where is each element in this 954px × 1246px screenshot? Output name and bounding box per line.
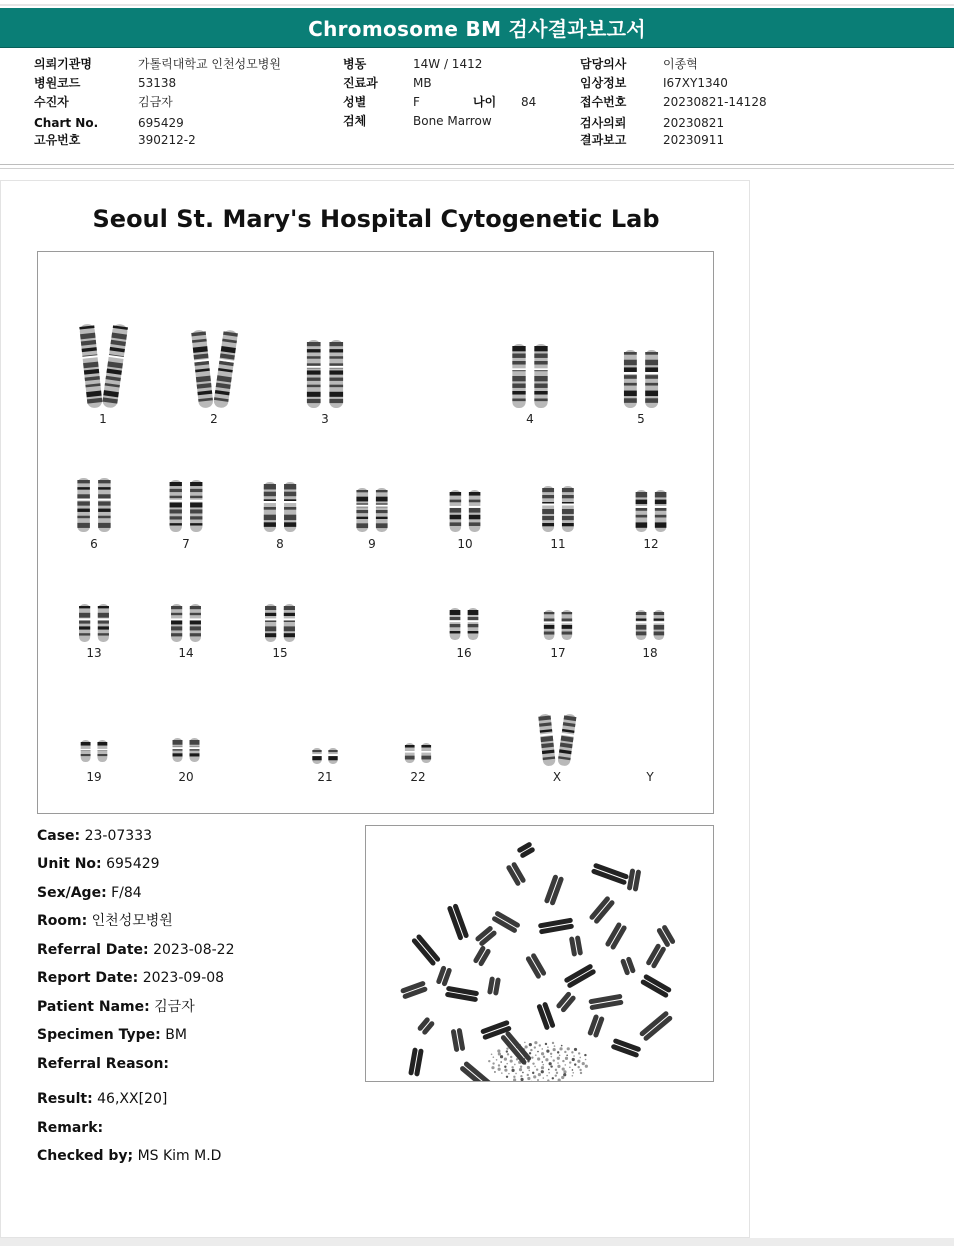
nucleus-speckle	[536, 1069, 538, 1071]
nucleus-speckle	[514, 1064, 516, 1066]
nucleus-speckle	[510, 1059, 513, 1062]
nucleus-speckle	[532, 1072, 534, 1074]
field-sex-age	[37, 884, 142, 902]
nucleus-speckle	[572, 1072, 574, 1074]
field-remark-label: Remark:	[37, 1120, 104, 1136]
metaphase-chromosome	[587, 1014, 605, 1038]
info-label-age: 나이	[473, 95, 497, 109]
metaphase-chromosome	[563, 963, 596, 989]
chromosome-19	[54, 252, 134, 788]
nucleus-speckle	[559, 1055, 561, 1057]
nucleus-speckle	[547, 1079, 549, 1081]
field-patient-name	[37, 998, 195, 1016]
info-label-specimen: 검체	[343, 114, 367, 128]
nucleus-speckle	[550, 1056, 552, 1058]
nucleus-speckle	[542, 1061, 544, 1063]
metaphase-chromosome	[408, 1047, 424, 1076]
chromosome-21-pair	[285, 746, 365, 766]
field-specimen-type-value: BM	[165, 1027, 187, 1043]
field-result	[37, 1090, 167, 1108]
info-label-request-date: 검사의뢰	[580, 116, 627, 130]
nucleus-speckle	[553, 1048, 556, 1051]
nucleus-speckle	[552, 1077, 554, 1079]
nucleus-speckle	[574, 1048, 577, 1051]
field-checked-by	[37, 1147, 221, 1165]
chromosome-label-6: 6	[90, 537, 98, 551]
chromosome-22-pair	[378, 741, 458, 765]
nucleus-speckle	[493, 1056, 495, 1058]
karyogram-image	[37, 251, 714, 814]
nucleus-speckle	[513, 1076, 515, 1078]
chromosome-label-10: 10	[457, 537, 473, 551]
metaphase-chromosome	[639, 1010, 674, 1042]
nucleus-speckle	[522, 1072, 524, 1074]
info-label-institution: 의뢰기관명	[34, 57, 92, 71]
info-label-department: 진료과	[343, 76, 378, 90]
metaphase-chromosome	[544, 874, 565, 906]
field-report-date-label: Report Date:	[37, 970, 139, 986]
field-specimen-type-label: Specimen Type:	[37, 1027, 161, 1043]
info-value-chart-no: 695429	[138, 116, 184, 130]
nucleus-speckle	[506, 1063, 508, 1065]
nucleus-speckle	[537, 1079, 539, 1081]
nucleus-speckle	[520, 1075, 522, 1077]
field-case	[37, 827, 152, 845]
nucleus-speckle	[529, 1052, 531, 1054]
nucleus-speckle	[541, 1052, 544, 1055]
chromosome-19-pair	[54, 738, 134, 764]
metaphase-chromosome	[645, 943, 667, 969]
metaphase-chromosome	[436, 965, 453, 987]
metaphase-chromosome	[640, 973, 672, 998]
metaphase-chromosome	[447, 903, 470, 941]
chromosome-21	[285, 252, 365, 788]
nucleus-speckle	[564, 1051, 566, 1053]
metaphase-chromosome	[459, 1061, 493, 1082]
nucleus-speckle	[498, 1068, 501, 1071]
field-result-value: 46,XX[20]	[97, 1091, 168, 1107]
info-label-result-date: 결과보고	[580, 133, 627, 147]
field-referral-date	[37, 941, 234, 959]
metaphase-chromosome	[445, 986, 479, 1003]
metaphase-chromosome	[591, 863, 630, 886]
nucleus-speckle	[547, 1046, 549, 1048]
nucleus-speckle	[571, 1051, 573, 1053]
chromosome-label-2: 2	[210, 412, 218, 426]
info-value-sex: F	[413, 95, 420, 109]
chromosome-label-x: X	[552, 770, 562, 784]
info-value-patient: 김금자	[138, 95, 173, 109]
nucleus-speckle	[504, 1058, 507, 1061]
nucleus-speckle	[488, 1060, 490, 1062]
chromosome-20	[146, 252, 226, 788]
chromosome-label-5: 5	[637, 412, 645, 426]
nucleus-speckle	[542, 1064, 544, 1066]
nucleus-speckle	[535, 1054, 537, 1056]
info-value-result-date: 20230911	[663, 133, 725, 147]
metaphase-chromosome	[555, 991, 576, 1013]
nucleus-speckle	[539, 1044, 541, 1046]
chromosome-label-17: 17	[550, 646, 566, 660]
nucleus-speckle	[531, 1081, 533, 1082]
info-value-age: 84	[521, 95, 537, 109]
metaphase-chromosome	[480, 1020, 512, 1041]
nucleus-speckle	[541, 1070, 544, 1073]
metaphase-chromosome	[516, 841, 535, 859]
nucleus-speckle	[567, 1047, 570, 1050]
chromosome-label-3: 3	[321, 412, 329, 426]
info-label-patient: 수진자	[34, 95, 69, 109]
metaphase-chromosome	[588, 895, 615, 924]
chromosome-y	[610, 252, 690, 788]
field-referral-reason	[37, 1055, 169, 1073]
nucleus-speckle	[545, 1043, 547, 1045]
nucleus-speckle	[534, 1066, 536, 1068]
patient-info-block	[0, 52, 954, 164]
info-value-physician: 이종혁	[663, 57, 698, 71]
metaphase-image	[365, 825, 714, 1082]
info-label-physician: 담당의사	[580, 57, 627, 71]
nucleus-speckle	[550, 1053, 552, 1055]
nucleus-speckle	[553, 1059, 555, 1061]
metaphase-chromosome	[525, 952, 547, 979]
metaphase-chromosome	[604, 922, 627, 951]
chromosome-label-4: 4	[526, 412, 534, 426]
nucleus-speckle	[494, 1071, 496, 1073]
field-referral-reason-label: Referral Reason:	[37, 1056, 170, 1072]
metaphase-spread	[366, 826, 714, 1082]
nucleus-speckle	[534, 1046, 536, 1048]
info-value-request-date: 20230821	[663, 116, 725, 130]
metaphase-chromosome	[417, 1016, 436, 1035]
field-referral-date-value: 2023-08-22	[153, 942, 235, 958]
nucleus-speckle	[562, 1060, 564, 1062]
nucleus-speckle	[496, 1059, 498, 1061]
nucleus-speckle	[548, 1069, 550, 1071]
field-report-date	[37, 969, 224, 987]
metaphase-chromosome	[610, 1038, 641, 1058]
chromosome-x	[517, 252, 597, 788]
info-label-unique-no: 고유번호	[34, 133, 81, 147]
nucleus-speckle	[543, 1056, 545, 1058]
nucleus-speckle	[572, 1058, 575, 1061]
nucleus-speckle	[557, 1062, 559, 1064]
metaphase-chromosome	[588, 994, 623, 1011]
metaphase-chromosome	[569, 935, 583, 957]
chromosome-label-12: 12	[643, 537, 659, 551]
bottom-strip	[0, 1238, 954, 1246]
nucleus-speckle	[506, 1076, 508, 1078]
metaphase-chromosome	[536, 1001, 556, 1030]
nucleus-speckle	[545, 1058, 548, 1061]
nucleus-speckle	[546, 1075, 548, 1077]
chromosome-label-13: 13	[86, 646, 102, 660]
nucleus-speckle	[491, 1054, 493, 1056]
nucleus-speckle	[558, 1079, 561, 1082]
nucleus-speckle	[506, 1047, 508, 1049]
chromosome-22	[378, 252, 458, 788]
nucleus-speckle	[527, 1077, 530, 1080]
nucleus-speckle	[525, 1045, 528, 1048]
chromosome-label-21: 21	[317, 770, 333, 784]
info-value-department: MB	[413, 76, 432, 90]
top-rule	[0, 4, 954, 6]
nucleus-speckle	[492, 1062, 494, 1064]
nucleus-speckle	[563, 1073, 566, 1076]
field-specimen-type	[37, 1026, 187, 1044]
field-case-value: 23-07333	[84, 828, 153, 844]
nucleus-speckle	[552, 1042, 554, 1044]
info-label-chart-no: Chart No.	[34, 116, 99, 130]
nucleus-speckle	[577, 1066, 579, 1068]
nucleus-speckle	[531, 1056, 533, 1058]
nucleus-speckle	[572, 1069, 574, 1071]
nucleus-speckle	[584, 1054, 586, 1056]
metaphase-chromosome	[400, 980, 428, 999]
nucleus-speckle	[511, 1069, 514, 1072]
chromosome-20-pair	[146, 736, 226, 764]
chromosome-label-14: 14	[178, 646, 194, 660]
chromosome-label-1: 1	[99, 412, 107, 426]
nucleus-speckle	[585, 1059, 587, 1061]
nucleus-speckle	[534, 1041, 537, 1044]
nucleus-speckle	[565, 1057, 568, 1060]
nucleus-speckle	[528, 1070, 530, 1072]
metaphase-chromosome	[411, 933, 441, 966]
nucleus-speckle	[498, 1052, 501, 1055]
field-remark	[37, 1119, 103, 1137]
field-room	[37, 912, 173, 930]
metaphase-chromosome	[487, 976, 501, 996]
field-unit-no-label: Unit No:	[37, 856, 102, 872]
nucleus-speckle	[585, 1065, 588, 1068]
nucleus-speckle	[557, 1065, 560, 1068]
info-label-sex: 성별	[343, 95, 367, 109]
nucleus-speckle	[557, 1051, 559, 1053]
nucleus-speckle	[508, 1073, 510, 1075]
nucleus-speckle	[500, 1055, 503, 1058]
field-patient-name-value: 김금자	[154, 999, 195, 1015]
nucleus-speckle	[557, 1057, 560, 1060]
nucleus-speckle	[577, 1060, 580, 1063]
field-report-date-value: 2023-09-08	[142, 970, 225, 986]
nucleus-speckle	[511, 1066, 513, 1068]
nucleus-speckle	[529, 1043, 532, 1046]
report-header-title: Chromosome BM 검사결과보고서	[308, 17, 646, 41]
info-label-receipt-no: 접수번호	[580, 95, 627, 109]
chromosome-label-22: 22	[410, 770, 426, 784]
nucleus-speckle	[497, 1049, 500, 1052]
info-value-unique-no: 390212-2	[138, 133, 196, 147]
lab-title: Seoul St. Mary's Hospital Cytogenetic Lab	[92, 205, 660, 233]
field-result-label: Result:	[37, 1091, 93, 1107]
metaphase-chromosome	[505, 861, 526, 886]
chromosome-label-11: 11	[550, 537, 566, 551]
nucleus-speckle	[506, 1050, 508, 1052]
chromosome-label-20: 20	[178, 770, 194, 784]
field-referral-date-label: Referral Date:	[37, 942, 149, 958]
metaphase-chromosome	[627, 868, 642, 892]
nucleus-speckle	[574, 1063, 576, 1065]
nucleus-speckle	[573, 1055, 575, 1057]
chromosome-label-16: 16	[456, 646, 472, 660]
nucleus-speckle	[548, 1072, 550, 1074]
nucleus-speckle	[546, 1050, 549, 1053]
info-value-clinical-info: I67XY1340	[663, 76, 728, 90]
nucleus-speckle	[520, 1078, 523, 1081]
chromosome-label-y: Y	[646, 770, 654, 784]
info-label-ward: 병동	[343, 57, 367, 71]
nucleus-speckle	[572, 1075, 574, 1077]
nucleus-speckle	[561, 1045, 563, 1047]
metaphase-chromosome	[491, 910, 521, 934]
nucleus-speckle	[565, 1064, 567, 1066]
info-value-ward: 14W / 1412	[413, 57, 483, 71]
nucleus-speckle	[555, 1074, 557, 1076]
nucleus-speckle	[513, 1078, 516, 1081]
field-checked-by-label: Checked by;	[37, 1148, 134, 1164]
nucleus-speckle	[537, 1057, 540, 1060]
karyotype-report-panel	[0, 180, 750, 1238]
chromosome-label-8: 8	[276, 537, 284, 551]
chromosome-x-pair	[517, 712, 597, 768]
nucleus-speckle	[500, 1061, 502, 1063]
nucleus-speckle	[550, 1065, 552, 1067]
nucleus-speckle	[510, 1056, 512, 1058]
nucleus-speckle	[504, 1066, 506, 1068]
metaphase-chromosome	[538, 918, 574, 935]
nucleus-speckle	[515, 1073, 517, 1075]
nucleus-speckle	[541, 1048, 543, 1050]
field-unit-no-value: 695429	[106, 856, 160, 872]
nucleus-speckle	[532, 1062, 534, 1064]
chromosome-label-19: 19	[86, 770, 102, 784]
field-checked-by-value: MS Kim M.D	[137, 1148, 222, 1164]
nucleus-speckle	[562, 1067, 565, 1070]
field-patient-name-label: Patient Name:	[37, 999, 150, 1015]
metaphase-chromosome	[620, 956, 636, 976]
info-divider	[0, 164, 954, 165]
info-value-hospital-code: 53138	[138, 76, 177, 90]
nucleus-speckle	[566, 1054, 568, 1056]
chromosome-label-18: 18	[642, 646, 658, 660]
nucleus-speckle	[554, 1045, 556, 1047]
nucleus-speckle	[549, 1062, 552, 1065]
nucleus-speckle	[507, 1053, 509, 1055]
field-unit-no	[37, 855, 160, 873]
report-header-bar	[0, 8, 954, 48]
info-divider-secondary	[0, 168, 954, 169]
nucleus-speckle	[537, 1051, 539, 1053]
nucleus-speckle	[538, 1073, 541, 1076]
field-room-value: 인천성모병원	[91, 913, 173, 929]
field-room-label: Room:	[37, 913, 88, 929]
nucleus-speckle	[578, 1052, 580, 1054]
info-value-receipt-no: 20230821-14128	[663, 95, 767, 109]
chromosome-label-7: 7	[182, 537, 190, 551]
field-sex-age-value: F/84	[111, 885, 142, 901]
nucleus-speckle	[541, 1066, 544, 1069]
chromosome-label-15: 15	[272, 646, 288, 660]
field-sex-age-label: Sex/Age:	[37, 885, 107, 901]
metaphase-chromosome	[472, 945, 491, 967]
nucleus-speckle	[520, 1066, 522, 1068]
chromosome-label-9: 9	[368, 537, 376, 551]
nucleus-speckle	[530, 1049, 532, 1051]
field-case-label: Case:	[37, 828, 81, 844]
nucleus-speckle	[579, 1057, 581, 1059]
info-value-institution: 가톨릭대학교 인천성모병원	[138, 57, 281, 71]
nucleus-speckle	[569, 1066, 571, 1068]
nucleus-speckle	[569, 1061, 571, 1063]
info-value-specimen: Bone Marrow	[413, 114, 492, 128]
metaphase-chromosome	[451, 1028, 466, 1053]
nucleus-speckle	[501, 1072, 503, 1074]
nucleus-speckle	[498, 1064, 500, 1066]
nucleus-speckle	[580, 1072, 582, 1074]
info-label-clinical-info: 임상정보	[580, 76, 627, 90]
nucleus-speckle	[561, 1076, 564, 1079]
nucleus-speckle	[524, 1042, 526, 1044]
nucleus-speckle	[533, 1075, 536, 1078]
nucleus-speckle	[559, 1047, 562, 1050]
nucleus-speckle	[542, 1077, 544, 1079]
nucleus-speckle	[504, 1069, 507, 1072]
nucleus-speckle	[582, 1062, 585, 1065]
nucleus-speckle	[579, 1069, 581, 1071]
nucleus-speckle	[519, 1068, 522, 1071]
nucleus-speckle	[491, 1066, 494, 1069]
nucleus-speckle	[527, 1066, 530, 1069]
nucleus-speckle	[555, 1069, 557, 1071]
nucleus-speckle	[527, 1074, 529, 1076]
nucleus-speckle	[556, 1072, 558, 1074]
metaphase-chromosome	[474, 925, 497, 947]
nucleus-speckle	[563, 1070, 566, 1073]
info-label-hospital-code: 병원코드	[34, 76, 81, 90]
